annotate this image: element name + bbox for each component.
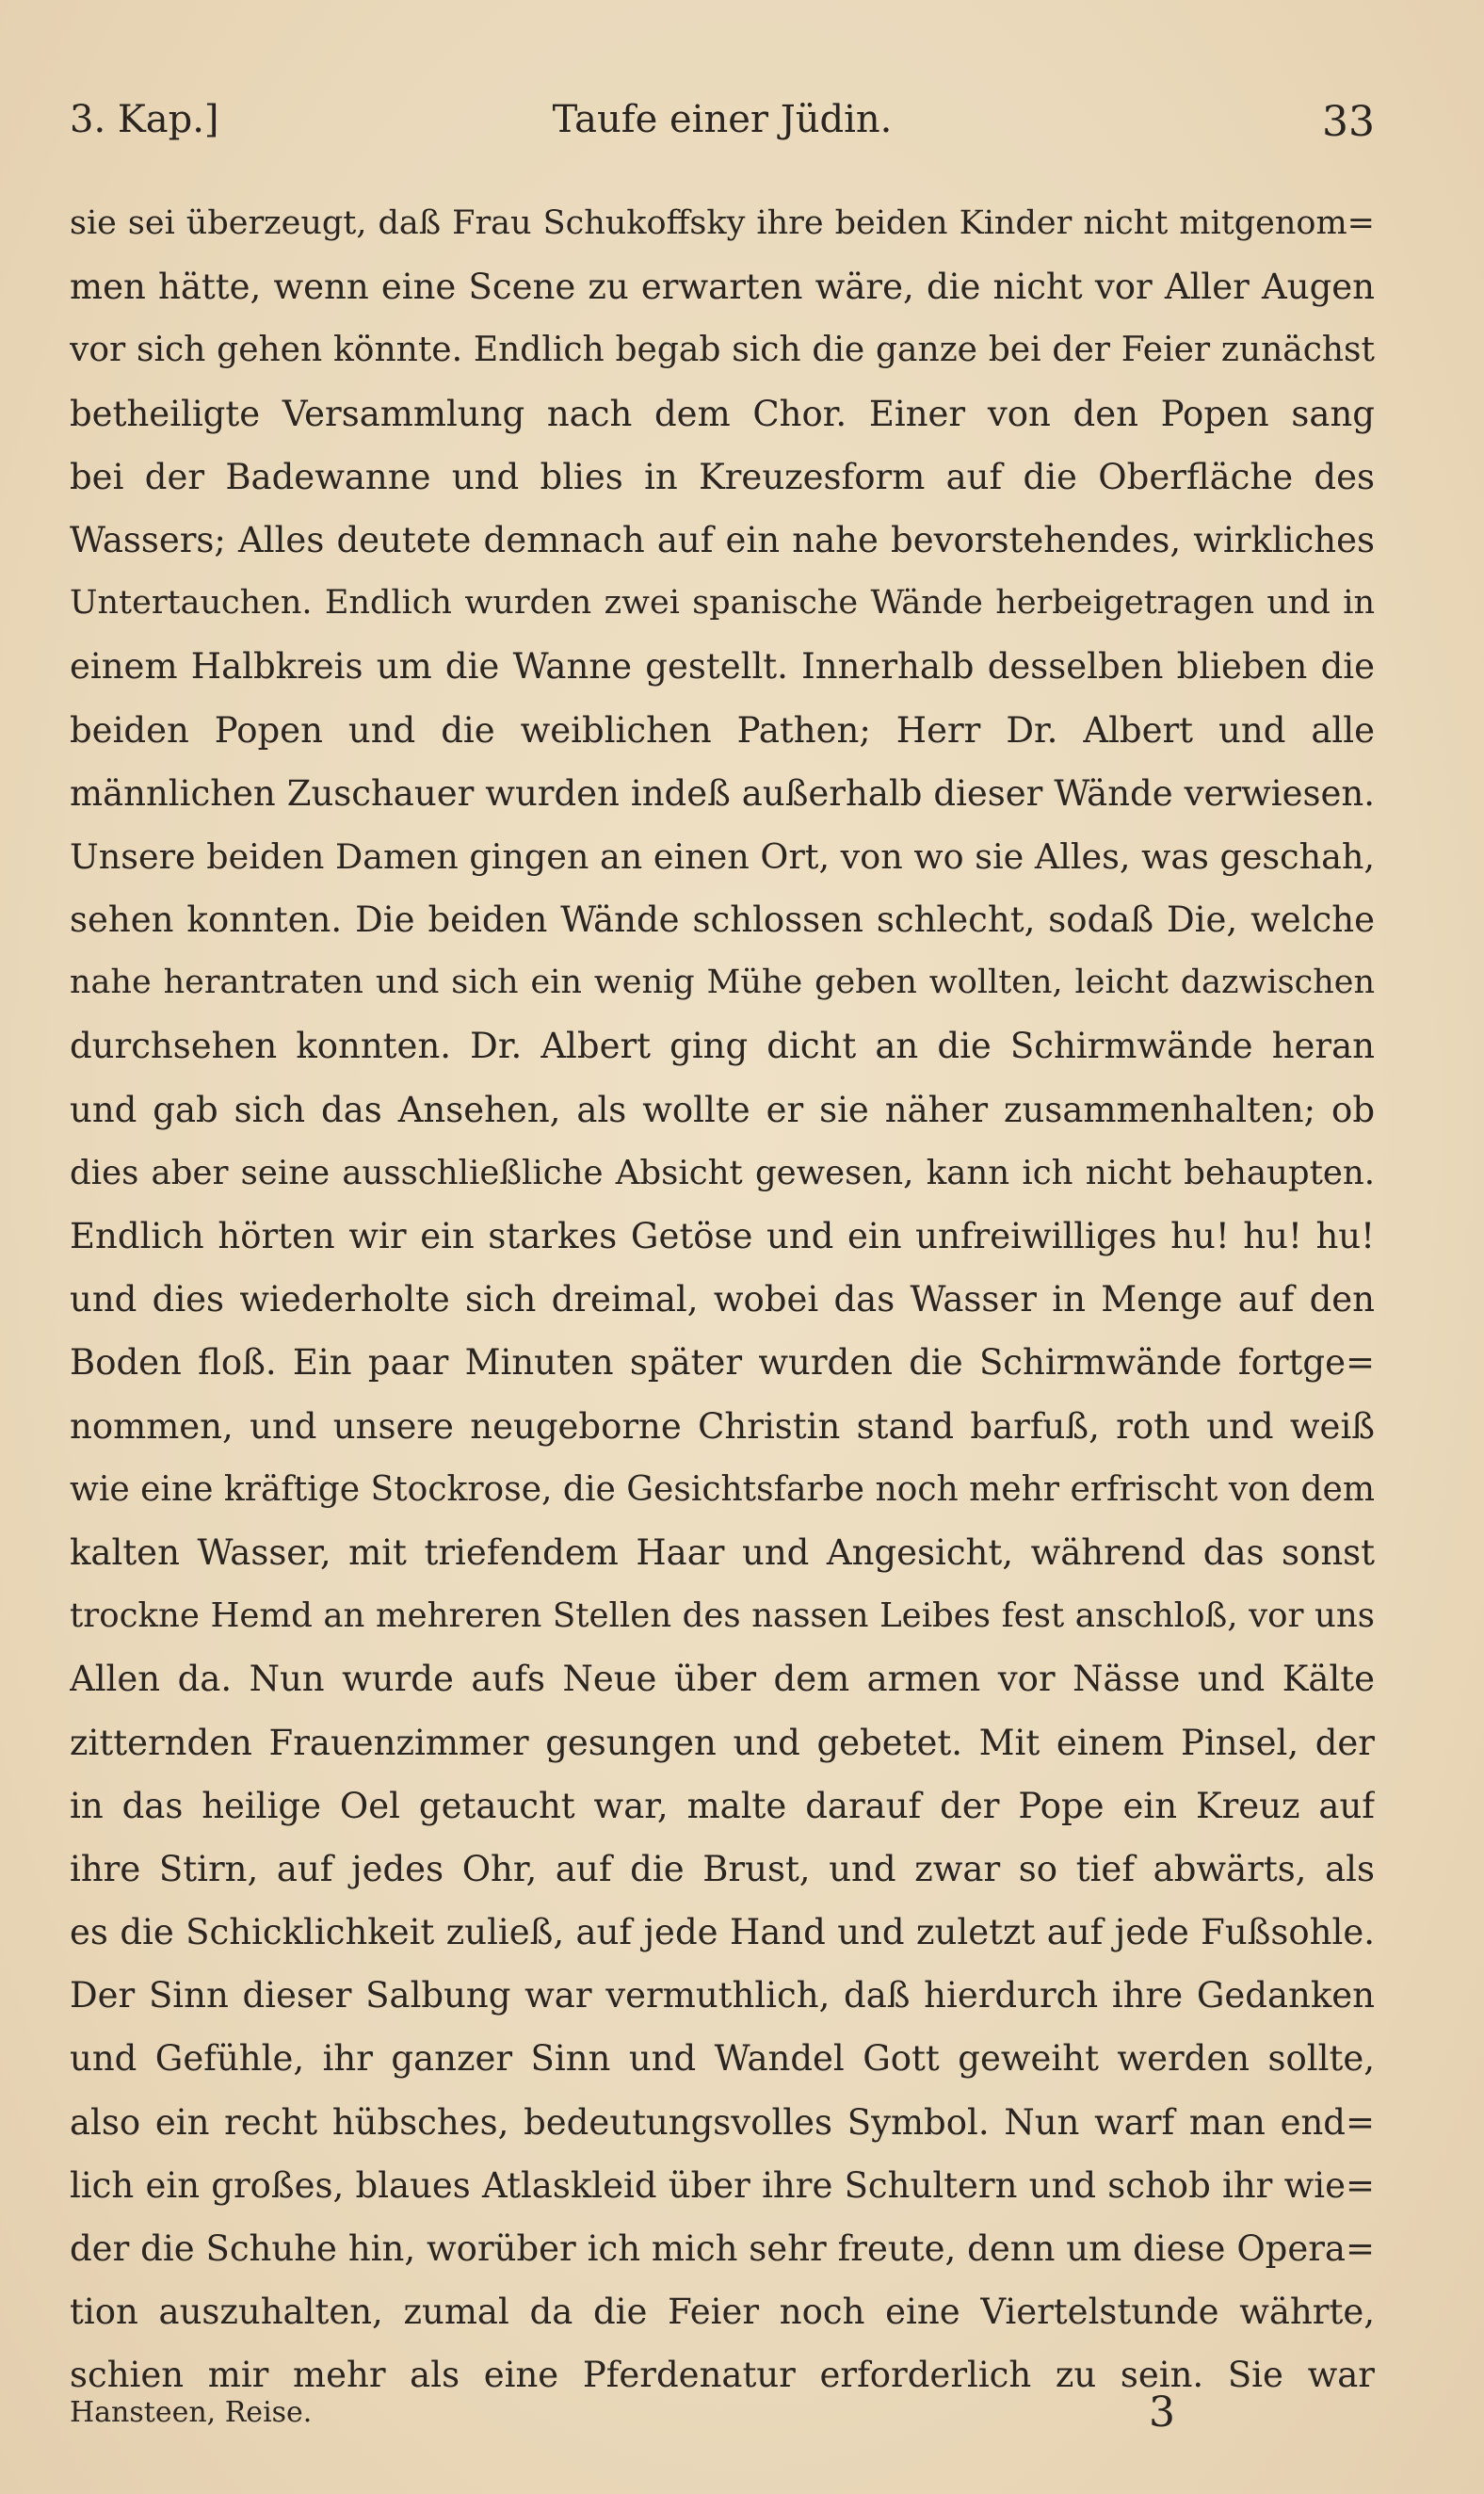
text-line: nommen, und unsere neugeborne Christin stand barfuß, roth und weiß	[70, 1405, 1375, 1447]
text-line: und dies wiederholte sich dreimal, wobei das Wasser in Menge auf den	[70, 1279, 1375, 1320]
body-text	[70, 192, 1375, 2407]
text-line: Unsere beiden Damen gingen an einen Ort, von wo sie Alles, was geschah,	[70, 835, 1375, 877]
text-line: also ein recht hübsches, bedeutungsvolles Symbol. Nun warf man end=	[70, 2101, 1375, 2143]
text-line: durchsehen konnten. Dr. Albert ging dicht an die Schirmwände heran	[70, 1026, 1375, 1067]
running-title: Taufe einer Jüdin.	[552, 98, 893, 141]
text-line: sie sei überzeugt, daß Frau Schukoffsky ihre beiden Kinder nicht mitgenom=	[70, 204, 1375, 242]
text-line: betheiligte Versammlung nach dem Chor. Einer von den Popen sang	[70, 393, 1375, 434]
page-number: 33	[1322, 98, 1375, 146]
text-line: ihre Stirn, auf jedes Ohr, auf die Brust, und zwar so tief abwärts, als	[70, 1848, 1375, 1889]
text-line: beiden Popen und die weiblichen Pathen; Herr Dr. Albert und alle	[70, 709, 1375, 751]
chapter-label: 3. Kap.]	[70, 98, 219, 141]
text-line: es die Schicklichkeit zuließ, auf jede Hand und zuletzt auf jede Fußsohle.	[70, 1912, 1375, 1953]
text-line: nahe herantraten und sich ein wenig Mühe geben wollten, leicht dazwischen	[70, 964, 1375, 1002]
text-line: schien mir mehr als eine Pferdenatur erforderlich zu sein. Sie war	[70, 2355, 1375, 2396]
text-line: Boden floß. Ein paar Minuten später wurden die Schirmwände fortge=	[70, 1342, 1375, 1384]
text-line: in das heilige Oel getaucht war, malte darauf der Pope ein Kreuz auf	[70, 1785, 1375, 1826]
text-line: Untertauchen. Endlich wurden zwei spanische Wände herbeigetragen und in	[70, 584, 1375, 623]
text-line: Endlich hörten wir ein starkes Getöse und ein unfreiwilliges hu! hu! hu!	[70, 1216, 1375, 1256]
text-line: trockne Hemd an mehreren Stellen des nassen Leibes fest anschloß, vor uns	[70, 1596, 1375, 1636]
text-line: vor sich gehen könnte. Endlich begab sich die ganze bei der Feier zunächst	[70, 331, 1375, 370]
text-line: einem Halbkreis um die Wanne gestellt. Innerhalb desselben blieben die	[70, 646, 1375, 688]
text-line: men hätte, wenn eine Scene zu erwarten wäre, die nicht vor Aller Augen	[70, 267, 1375, 308]
text-line: Wassers; Alles deutete demnach auf ein nahe bevorstehendes, wirkliches	[70, 519, 1375, 560]
footer-signature-mark: 3	[1149, 2389, 1175, 2437]
text-line: sehen konnten. Die beiden Wände schlossen schlecht, sodaß Die, welche	[70, 899, 1375, 941]
text-line: Allen da. Nun wurde aufs Neue über dem armen vor Nässe und Kälte	[70, 1659, 1375, 1700]
text-line: zitternden Frauenzimmer gesungen und gebetet. Mit einem Pinsel, der	[70, 1722, 1375, 1763]
footer-signature-text: Hansteen, Reise.	[70, 2396, 313, 2429]
text-line: lich ein großes, blaues Atlaskleid über ihre Schultern und schob ihr wie=	[70, 2164, 1375, 2206]
text-line: und gab sich das Ansehen, als wollte er sie näher zusammenhalten; ob	[70, 1089, 1375, 1130]
text-line: männlichen Zuschauer wurden indeß außerhalb dieser Wände verwiesen.	[70, 772, 1375, 814]
text-line: kalten Wasser, mit triefendem Haar und Angesicht, während das sonst	[70, 1531, 1375, 1573]
text-line: dies aber seine ausschließliche Absicht gewesen, kann ich nicht behaupten.	[70, 1153, 1375, 1192]
text-line: und Gefühle, ihr ganzer Sinn und Wandel Gott geweiht werden sollte,	[70, 2038, 1375, 2080]
text-line: Der Sinn dieser Salbung war vermuthlich, daß hierdurch ihre Gedanken	[70, 1975, 1375, 2016]
text-line: tion auszuhalten, zumal da die Feier noch eine Viertelstunde währte,	[70, 2292, 1375, 2333]
page-footer	[70, 2389, 1375, 2445]
running-header	[70, 98, 1375, 154]
text-line: der die Schuhe hin, worüber ich mich sehr freute, denn um diese Opera=	[70, 2228, 1375, 2269]
text-line: bei der Badewanne und blies in Kreuzesform auf die Oberfläche des	[70, 456, 1375, 497]
text-line: wie eine kräftige Stockrose, die Gesichtsfarbe noch mehr erfrischt von dem	[70, 1469, 1375, 1509]
